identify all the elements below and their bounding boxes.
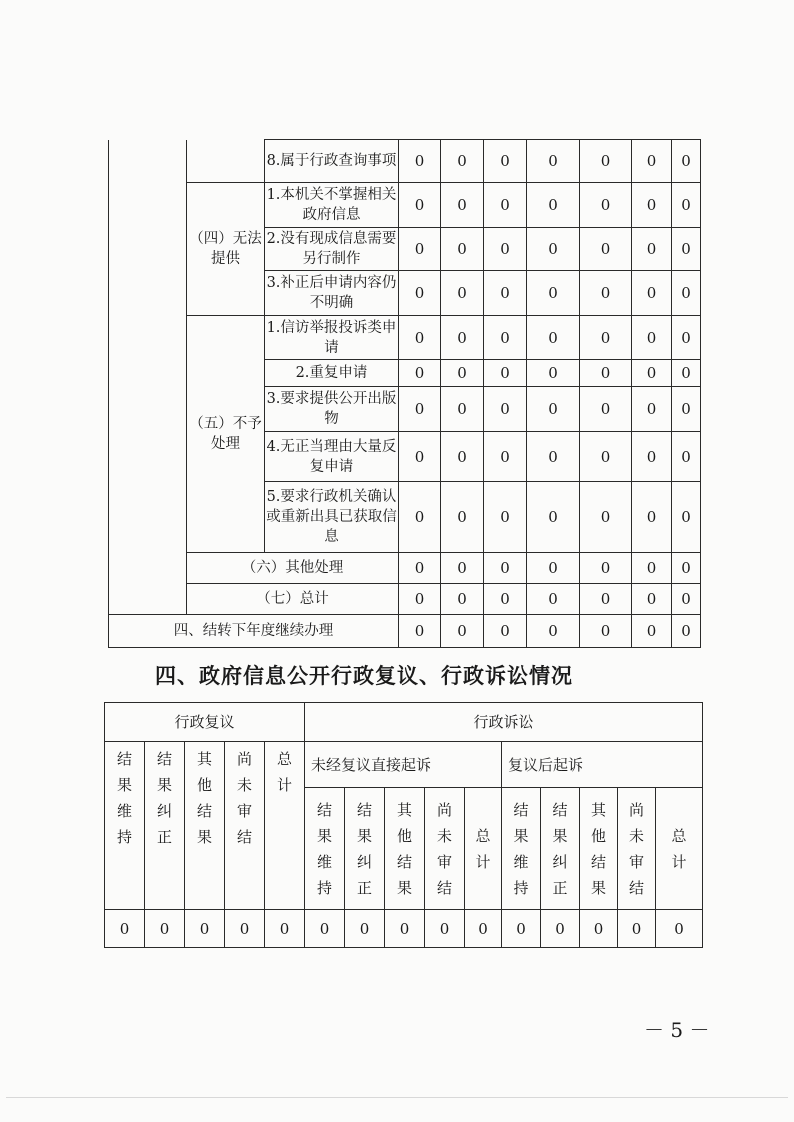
page-edge-line bbox=[6, 1097, 788, 1098]
cell-value: 0 bbox=[632, 140, 672, 183]
row-label: 5.要求行政机关确认或重新出具已获取信息 bbox=[265, 482, 399, 553]
cell-value: 0 bbox=[399, 360, 441, 387]
page-number: － 5 － bbox=[644, 1018, 710, 1042]
cell-value: 0 bbox=[441, 615, 484, 648]
cell-value: 0 bbox=[345, 910, 385, 948]
cell-value: 0 bbox=[441, 228, 484, 271]
cell-value: 0 bbox=[399, 482, 441, 553]
cell-value: 0 bbox=[399, 387, 441, 432]
cell-value: 0 bbox=[632, 183, 672, 228]
cell-value: 0 bbox=[618, 910, 656, 948]
cell-value: 0 bbox=[527, 360, 580, 387]
cell-value: 0 bbox=[632, 387, 672, 432]
cell-value: 0 bbox=[541, 910, 580, 948]
after-col-header: 总计 bbox=[656, 788, 703, 910]
cell-value: 0 bbox=[399, 228, 441, 271]
table-row bbox=[109, 615, 701, 648]
cell-value: 0 bbox=[580, 615, 632, 648]
cell-value: 0 bbox=[225, 910, 265, 948]
row-label: （七）总计 bbox=[187, 584, 399, 615]
row-label: （六）其他处理 bbox=[187, 553, 399, 584]
cell-value: 0 bbox=[580, 553, 632, 584]
row-label: 1.信访举报投诉类申请 bbox=[265, 316, 399, 360]
cell-value: 0 bbox=[580, 360, 632, 387]
cell-value: 0 bbox=[632, 553, 672, 584]
direct-suit-header: 未经复议直接起诉 bbox=[305, 742, 502, 788]
after-review-header: 复议后起诉 bbox=[502, 742, 703, 788]
cell-value: 0 bbox=[399, 271, 441, 316]
cell-value: 0 bbox=[580, 316, 632, 360]
blank-cell bbox=[187, 140, 265, 183]
cell-value: 0 bbox=[527, 553, 580, 584]
cell-value: 0 bbox=[399, 316, 441, 360]
cell-value: 0 bbox=[527, 183, 580, 228]
cell-value: 0 bbox=[484, 432, 527, 482]
disclosure-results-table bbox=[108, 139, 701, 648]
direct-col-header: 结果维持 bbox=[305, 788, 345, 910]
table-row bbox=[109, 584, 701, 615]
cell-value: 0 bbox=[632, 360, 672, 387]
cell-value: 0 bbox=[527, 432, 580, 482]
cell-value: 0 bbox=[632, 228, 672, 271]
review-litigation-table bbox=[104, 702, 703, 948]
after-col-header: 其他结果 bbox=[580, 788, 618, 910]
cell-value: 0 bbox=[632, 271, 672, 316]
cell-value: 0 bbox=[672, 228, 701, 271]
cell-value: 0 bbox=[672, 432, 701, 482]
table-row bbox=[105, 910, 703, 948]
cell-value: 0 bbox=[484, 387, 527, 432]
cell-value: 0 bbox=[632, 432, 672, 482]
cell-value: 0 bbox=[305, 910, 345, 948]
cell-value: 0 bbox=[632, 482, 672, 553]
cell-value: 0 bbox=[672, 615, 701, 648]
direct-col-header: 总计 bbox=[465, 788, 502, 910]
group-label: （四）无法提供 bbox=[187, 183, 265, 316]
after-col-header: 结果纠正 bbox=[541, 788, 580, 910]
cell-value: 0 bbox=[527, 482, 580, 553]
cell-value: 0 bbox=[425, 910, 465, 948]
cell-value: 0 bbox=[672, 584, 701, 615]
cell-value: 0 bbox=[580, 387, 632, 432]
cell-value: 0 bbox=[441, 140, 484, 183]
cell-value: 0 bbox=[632, 584, 672, 615]
cell-value: 0 bbox=[484, 482, 527, 553]
cell-value: 0 bbox=[441, 482, 484, 553]
cell-value: 0 bbox=[441, 432, 484, 482]
row-label: 3.补正后申请内容仍不明确 bbox=[265, 271, 399, 316]
cell-value: 0 bbox=[484, 360, 527, 387]
cell-value: 0 bbox=[527, 271, 580, 316]
cell-value: 0 bbox=[105, 910, 145, 948]
review-col-header: 其他结果 bbox=[185, 742, 225, 910]
cell-value: 0 bbox=[527, 584, 580, 615]
table-row bbox=[109, 140, 701, 183]
cell-value: 0 bbox=[484, 553, 527, 584]
cell-value: 0 bbox=[672, 271, 701, 316]
cell-value: 0 bbox=[502, 910, 541, 948]
cell-value: 0 bbox=[441, 387, 484, 432]
cell-value: 0 bbox=[399, 432, 441, 482]
litigation-header: 行政诉讼 bbox=[305, 703, 703, 742]
cell-value: 0 bbox=[265, 910, 305, 948]
cell-value: 0 bbox=[441, 360, 484, 387]
direct-col-header: 结果纠正 bbox=[345, 788, 385, 910]
direct-col-header: 其他结果 bbox=[385, 788, 425, 910]
cell-value: 0 bbox=[484, 140, 527, 183]
cell-value: 0 bbox=[527, 615, 580, 648]
direct-col-header: 尚未审结 bbox=[425, 788, 465, 910]
review-col-header: 尚未审结 bbox=[225, 742, 265, 910]
section-title: 四、政府信息公开行政复议、行政诉讼情况 bbox=[155, 664, 573, 688]
cell-value: 0 bbox=[484, 228, 527, 271]
cell-value: 0 bbox=[185, 910, 225, 948]
cell-value: 0 bbox=[399, 553, 441, 584]
cell-value: 0 bbox=[580, 584, 632, 615]
cell-value: 0 bbox=[484, 584, 527, 615]
cell-value: 0 bbox=[672, 553, 701, 584]
row-label: 1.本机关不掌握相关政府信息 bbox=[265, 183, 399, 228]
cell-value: 0 bbox=[580, 482, 632, 553]
cell-value: 0 bbox=[672, 140, 701, 183]
cell-value: 0 bbox=[632, 316, 672, 360]
cell-value: 0 bbox=[441, 584, 484, 615]
cell-value: 0 bbox=[527, 228, 580, 271]
cell-value: 0 bbox=[527, 387, 580, 432]
after-col-header: 结果维持 bbox=[502, 788, 541, 910]
cell-value: 0 bbox=[399, 584, 441, 615]
review-header: 行政复议 bbox=[105, 703, 305, 742]
cell-value: 0 bbox=[580, 140, 632, 183]
cell-value: 0 bbox=[632, 615, 672, 648]
cell-value: 0 bbox=[580, 432, 632, 482]
row-label: 3.要求提供公开出版物 bbox=[265, 387, 399, 432]
cell-value: 0 bbox=[441, 316, 484, 360]
row-label: 2.重复申请 bbox=[265, 360, 399, 387]
cell-value: 0 bbox=[441, 553, 484, 584]
table-row bbox=[109, 183, 701, 228]
cell-value: 0 bbox=[145, 910, 185, 948]
table-row bbox=[109, 316, 701, 360]
cell-value: 0 bbox=[399, 140, 441, 183]
row-label: 2.没有现成信息需要另行制作 bbox=[265, 228, 399, 271]
cell-value: 0 bbox=[484, 615, 527, 648]
cell-value: 0 bbox=[385, 910, 425, 948]
cell-value: 0 bbox=[399, 183, 441, 228]
cell-value: 0 bbox=[527, 316, 580, 360]
review-col-header: 结果纠正 bbox=[145, 742, 185, 910]
table-row bbox=[105, 742, 703, 788]
cell-value: 0 bbox=[580, 228, 632, 271]
row-label: 4.无正当理由大量反复申请 bbox=[265, 432, 399, 482]
row-label: 8.属于行政查询事项 bbox=[265, 140, 399, 183]
cell-value: 0 bbox=[656, 910, 703, 948]
cell-value: 0 bbox=[672, 482, 701, 553]
group-label: （五）不予处理 bbox=[187, 316, 265, 553]
cell-value: 0 bbox=[672, 183, 701, 228]
cell-value: 0 bbox=[580, 910, 618, 948]
cell-value: 0 bbox=[484, 271, 527, 316]
row-label: 四、结转下年度继续办理 bbox=[109, 615, 399, 648]
cell-value: 0 bbox=[672, 316, 701, 360]
review-col-header: 总计 bbox=[265, 742, 305, 910]
cell-value: 0 bbox=[527, 140, 580, 183]
table-row bbox=[109, 553, 701, 584]
cell-value: 0 bbox=[580, 271, 632, 316]
table-row bbox=[105, 703, 703, 742]
blank-cell bbox=[109, 140, 187, 615]
cell-value: 0 bbox=[465, 910, 502, 948]
cell-value: 0 bbox=[580, 183, 632, 228]
cell-value: 0 bbox=[672, 360, 701, 387]
cell-value: 0 bbox=[399, 615, 441, 648]
cell-value: 0 bbox=[441, 183, 484, 228]
cell-value: 0 bbox=[672, 387, 701, 432]
cell-value: 0 bbox=[441, 271, 484, 316]
after-col-header: 尚未审结 bbox=[618, 788, 656, 910]
cell-value: 0 bbox=[484, 183, 527, 228]
review-col-header: 结果维持 bbox=[105, 742, 145, 910]
cell-value: 0 bbox=[484, 316, 527, 360]
